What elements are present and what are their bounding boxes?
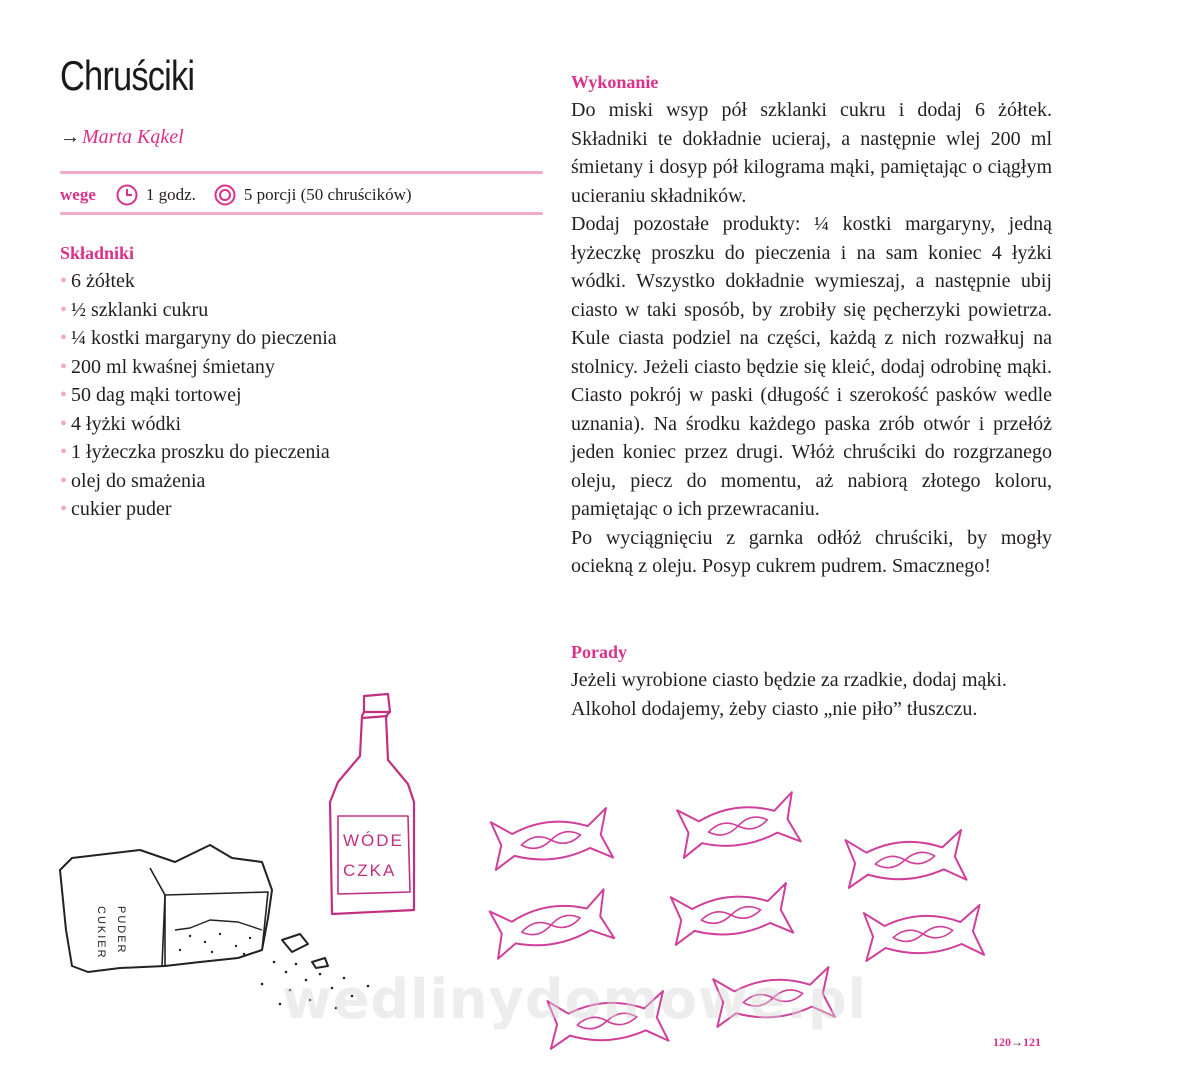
preparation-heading: Wykonanie — [571, 72, 659, 92]
divider-top — [60, 171, 543, 174]
watermark: wedlinydomowe.pl — [282, 968, 868, 1031]
tips-paragraph: Alkohol dodajemy, żeby ciasto „nie piło” tłuszczu. — [571, 697, 978, 720]
preparation-paragraph: Dodaj pozostałe produkty: ¼ kostki margaryny, jedną łyżeczkę proszku do pieczenia i na sam koniec 4 łyżki wódki. Wszystko dokładnie wymieszaj, a następnie ubij ciasto w taki sposób, by zrobiły się pęcherzyki powietrza. Kule ciasta podziel na części, każdą z nich rozwałkuj na stolnicy. Jeżeli ciasto będzie się kleić, dodaj odrobinę mąki. Ciasto pokrój w paski (długość i szerokość pasków wedle uznania). Na środku każdego paska zrób otwór i przełóż jeden koniec przez drugi. Włóż chruściki do rozgrzanego oleju, piecz do momentu, aż nabiorą złotego koloru, pamiętając o ich przewracaniu. — [571, 213, 1052, 520]
author-line — [60, 126, 184, 149]
chrust-drawing — [671, 883, 794, 945]
preparation-paragraph: Do miski wsyp pół szklanki cukru i dodaj 6 żółtek. Składniki te dokładnie ucieraj, a następnie wlej 200 ml śmietany i dosyp pół kilograma mąki, pamiętając o ciągłym ucieraniu składników. — [571, 99, 1052, 207]
recipe-title: Chruściki — [60, 52, 195, 99]
page-number-left: 120 — [993, 1035, 1011, 1049]
ingredient-item: • cukier puder — [60, 495, 337, 524]
ingredients-list — [60, 267, 337, 524]
clock-icon — [116, 184, 138, 206]
arrow-icon: → — [60, 126, 80, 148]
plate-icon — [214, 184, 236, 206]
ingredient-item: • ½ szklanki cukru — [60, 296, 337, 325]
bottle-label-line1: WÓDE — [343, 831, 404, 850]
ingredient-item: • 6 żółtek — [60, 267, 337, 296]
divider-bottom — [60, 212, 543, 215]
recipe-meta — [60, 182, 430, 208]
chrust-drawing — [677, 792, 801, 858]
portions: 5 porcji (50 chruścików) — [243, 185, 412, 204]
diet-tag: wege — [60, 185, 96, 204]
tips-paragraph: Jeżeli wyrobione ciasto będzie za rzadkie, dodaj mąki. — [571, 669, 1007, 691]
prep-time: 1 godz. — [145, 185, 196, 204]
bag-label-line1: CUKIER — [95, 906, 107, 960]
page-number-right: 121 — [1023, 1035, 1041, 1049]
ingredient-item: • 200 ml kwaśnej śmietany — [60, 353, 337, 382]
preparation-paragraph: Po wyciągnięciu z garnka odłóż chruściki, by mogły ociekną z oleju. Posyp cukrem pudrem. Smacznego! — [571, 526, 1052, 577]
bottle-label-line2: CZKA — [343, 861, 397, 880]
arrow-icon: → — [1011, 1035, 1023, 1049]
chrust-drawing — [864, 905, 984, 961]
ingredient-item: • 1 łyżeczka proszku do pieczenia — [60, 438, 337, 467]
preparation-text — [571, 96, 1052, 581]
page-numbers — [993, 1035, 1041, 1050]
author-name: Marta Kąkel — [82, 126, 184, 148]
bag-label-line2: PUDER — [115, 906, 127, 955]
tips-heading: Porady — [571, 642, 627, 662]
ingredients-heading: Składniki — [60, 243, 135, 263]
chrust-drawing — [491, 808, 614, 870]
ingredient-item: • ¼ kostki margaryny do pieczenia — [60, 324, 337, 353]
chrust-drawing — [489, 889, 614, 959]
ingredient-item: • 4 łyżki wódki — [60, 410, 337, 439]
ingredient-item: • 50 dag mąki tortowej — [60, 381, 337, 410]
ingredient-item: • olej do smażenia — [60, 467, 337, 496]
chrust-drawing — [845, 830, 966, 888]
vodka-bottle-drawing — [330, 694, 414, 914]
